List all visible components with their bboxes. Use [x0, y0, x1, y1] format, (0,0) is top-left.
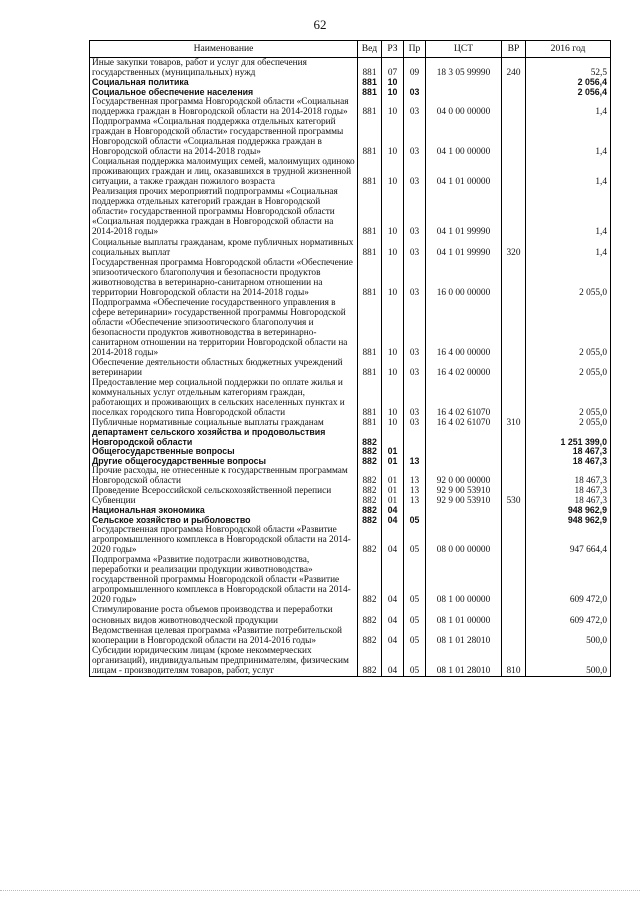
cell-amount: 1,4: [526, 157, 611, 187]
cell-pr: [404, 447, 426, 457]
cell-cst: 16 4 02 00000: [426, 358, 502, 378]
cell-name: Стимулирование роста объемов производства и переработки основных видов животноводческой продукции: [90, 605, 358, 625]
cell-name: Подпрограмма «Социальная поддержка отдельных категорий граждан в Новгородской области» государственной программы Новгородской области «Социальная поддержка граждан в Новгородской области на 2014-2018 годы»: [90, 117, 358, 157]
cell-rz: 10: [382, 78, 404, 88]
cell-pr: 03: [404, 97, 426, 117]
header-row: [90, 41, 611, 58]
cell-cst: 04 1 01 99990: [426, 187, 502, 237]
cell-ved: 882: [358, 626, 382, 646]
table-row: [90, 506, 611, 516]
cell-ved: 882: [358, 486, 382, 496]
cell-name: Субсидии юридическим лицам (кроме некоммерческих организаций), индивидуальным предпринимателям, физическим лицам - производителям товаров, работ, услуг: [90, 646, 358, 677]
cell-cst: 08 1 01 00000: [426, 605, 502, 625]
cell-pr: 03: [404, 378, 426, 418]
cell-rz: 04: [382, 646, 404, 677]
table-row: [90, 298, 611, 358]
page-number: 62: [313, 17, 327, 32]
cell-pr: [404, 506, 426, 516]
table-row: [90, 457, 611, 467]
cell-amount: 18 467,3: [526, 466, 611, 486]
cell-name: Общегосударственные вопросы: [90, 447, 358, 457]
cell-vr: [502, 378, 526, 418]
cell-rz: 04: [382, 506, 404, 516]
cell-cst: 04 1 01 00000: [426, 157, 502, 187]
table-row: [90, 486, 611, 496]
cell-ved: 882: [358, 506, 382, 516]
cell-pr: 03: [404, 418, 426, 428]
cell-vr: [502, 447, 526, 457]
cell-amount: 1,4: [526, 187, 611, 237]
cell-ved: 882: [358, 466, 382, 486]
col-header-pr: Пр: [404, 41, 426, 58]
cell-name: Иные закупки товаров, работ и услуг для обеспечения государственных (муниципальных) нужд: [90, 58, 358, 79]
table-row: [90, 78, 611, 88]
table-row: [90, 516, 611, 526]
cell-cst: 16 4 00 00000: [426, 298, 502, 358]
cell-pr: 03: [404, 298, 426, 358]
cell-ved: 881: [358, 418, 382, 428]
cell-vr: [502, 428, 526, 447]
table-row: [90, 525, 611, 555]
cell-amount: 18 467,3: [526, 457, 611, 467]
cell-name: Национальная экономика: [90, 506, 358, 516]
cell-rz: 10: [382, 378, 404, 418]
table-row: [90, 428, 611, 447]
cell-rz: [382, 428, 404, 447]
cell-name: Подпрограмма «Обеспечение государственного управления в сфере ветеринарии» государственной программы Новгородской области «Обеспечение эпизоотического благополучия и безопасности продуктов животноводства в ветеринарно-санитарном отношении на территории Новгородской области на 2014-2018 годы»: [90, 298, 358, 358]
cell-pr: 13: [404, 486, 426, 496]
cell-vr: [502, 486, 526, 496]
cell-name: Другие общегосударственные вопросы: [90, 457, 358, 467]
cell-cst: 08 1 01 28010: [426, 646, 502, 677]
cell-vr: [502, 88, 526, 98]
cell-pr: [404, 78, 426, 88]
cell-vr: [502, 187, 526, 237]
col-header-year: 2016 год: [526, 41, 611, 58]
cell-rz: 04: [382, 555, 404, 605]
cell-name: Проведение Всероссийской сельскохозяйственной переписи: [90, 486, 358, 496]
cell-amount: 1,4: [526, 97, 611, 117]
cell-name: Обеспечение деятельности областных бюджетных учреждений ветеринарии: [90, 358, 358, 378]
col-header-ved: Вед: [358, 41, 382, 58]
cell-ved: 882: [358, 496, 382, 506]
cell-pr: 05: [404, 626, 426, 646]
cell-vr: [502, 298, 526, 358]
cell-amount: 18 467,3: [526, 486, 611, 496]
cell-amount: 52,5: [526, 58, 611, 79]
cell-name: Государственная программа Новгородской области «Социальная поддержка граждан в Новгородской области на 2014-2018 годы»: [90, 97, 358, 117]
cell-cst: 08 1 01 28010: [426, 626, 502, 646]
cell-pr: 13: [404, 457, 426, 467]
cell-pr: 05: [404, 605, 426, 625]
cell-cst: 04 0 00 00000: [426, 97, 502, 117]
table-row: [90, 238, 611, 258]
cell-ved: 882: [358, 457, 382, 467]
cell-vr: [502, 466, 526, 486]
cell-ved: 881: [358, 238, 382, 258]
cell-cst: [426, 428, 502, 447]
cell-rz: 10: [382, 187, 404, 237]
table-row: [90, 555, 611, 605]
cell-ved: 881: [358, 157, 382, 187]
cell-vr: [502, 117, 526, 157]
cell-ved: 881: [358, 78, 382, 88]
cell-vr: 810: [502, 646, 526, 677]
cell-vr: [502, 605, 526, 625]
cell-rz: 10: [382, 88, 404, 98]
cell-rz: 01: [382, 447, 404, 457]
cell-vr: [502, 626, 526, 646]
col-header-vr: ВР: [502, 41, 526, 58]
cell-ved: 882: [358, 555, 382, 605]
cell-rz: 10: [382, 97, 404, 117]
cell-cst: 08 1 00 00000: [426, 555, 502, 605]
table-row: [90, 358, 611, 378]
cell-rz: 01: [382, 486, 404, 496]
cell-ved: 881: [358, 187, 382, 237]
cell-cst: [426, 78, 502, 88]
cell-amount: 948 962,9: [526, 516, 611, 526]
cell-pr: 03: [404, 258, 426, 298]
cell-rz: 10: [382, 358, 404, 378]
scan-edge-artifact: [0, 890, 640, 893]
cell-amount: 2 055,0: [526, 258, 611, 298]
cell-rz: 04: [382, 525, 404, 555]
cell-ved: 882: [358, 525, 382, 555]
cell-cst: 16 0 00 00000: [426, 258, 502, 298]
cell-pr: 09: [404, 58, 426, 79]
table-row: [90, 157, 611, 187]
table-row: [90, 378, 611, 418]
cell-rz: 10: [382, 238, 404, 258]
cell-cst: [426, 516, 502, 526]
cell-ved: 882: [358, 646, 382, 677]
cell-ved: 881: [358, 117, 382, 157]
cell-rz: 01: [382, 496, 404, 506]
cell-cst: 04 1 00 00000: [426, 117, 502, 157]
table-body: [90, 58, 611, 677]
cell-cst: 16 4 02 61070: [426, 418, 502, 428]
cell-rz: 10: [382, 418, 404, 428]
cell-amount: 2 055,0: [526, 358, 611, 378]
cell-rz: 04: [382, 516, 404, 526]
cell-cst: [426, 88, 502, 98]
cell-amount: 1 251 399,0: [526, 428, 611, 447]
cell-amount: 2 056,4: [526, 88, 611, 98]
table-row: [90, 58, 611, 79]
table-row: [90, 646, 611, 677]
cell-vr: [502, 78, 526, 88]
cell-ved: 881: [358, 258, 382, 298]
cell-cst: 04 1 01 99990: [426, 238, 502, 258]
cell-name: Прочие расходы, не отнесенные к государственным программам Новгородской области: [90, 466, 358, 486]
cell-amount: 948 962,9: [526, 506, 611, 516]
cell-pr: [404, 428, 426, 447]
cell-ved: 881: [358, 358, 382, 378]
cell-rz: 01: [382, 457, 404, 467]
cell-amount: 500,0: [526, 646, 611, 677]
cell-ved: 881: [358, 97, 382, 117]
cell-name: департамент сельского хозяйства и продовольствия Новгородской области: [90, 428, 358, 447]
table-row: [90, 496, 611, 506]
cell-vr: 310: [502, 418, 526, 428]
cell-pr: 05: [404, 516, 426, 526]
cell-name: Сельское хозяйство и рыболовство: [90, 516, 358, 526]
cell-vr: [502, 157, 526, 187]
cell-name: Государственная программа Новгородской области «Обеспечение эпизоотического благополучия и безопасности продуктов животноводства в ветеринарно-санитарном отношении на территории Новгородской области на 2014-2018 годы»: [90, 258, 358, 298]
cell-ved: 882: [358, 447, 382, 457]
cell-ved: 881: [358, 88, 382, 98]
cell-amount: 500,0: [526, 626, 611, 646]
cell-pr: 05: [404, 525, 426, 555]
cell-pr: 03: [404, 88, 426, 98]
cell-pr: 13: [404, 466, 426, 486]
table-row: [90, 88, 611, 98]
cell-cst: 08 0 00 00000: [426, 525, 502, 555]
col-header-rz: РЗ: [382, 41, 404, 58]
cell-ved: 881: [358, 378, 382, 418]
cell-vr: [502, 457, 526, 467]
cell-name: Предоставление мер социальной поддержки по оплате жилья и коммунальных услуг отдельным категориям граждан, работающих и проживающих в сельских населенных пунктах и поселках городского типа Новгородской области: [90, 378, 358, 418]
cell-amount: 2 056,4: [526, 78, 611, 88]
cell-cst: [426, 447, 502, 457]
cell-cst: 92 9 00 53910: [426, 486, 502, 496]
cell-pr: 05: [404, 555, 426, 605]
table-row: [90, 117, 611, 157]
cell-name: Реализация прочих мероприятий подпрограммы «Социальная поддержка отдельных категорий граждан в Новгородской области» государственной программы Новгородской области «Социальная поддержка граждан в Новгородской области на 2014-2018 годы»: [90, 187, 358, 237]
cell-rz: 10: [382, 117, 404, 157]
cell-name: Ведомственная целевая программа «Развитие потребительской кооперации в Новгородской области на 2014-2016 годы»: [90, 626, 358, 646]
table-row: [90, 258, 611, 298]
cell-rz: 07: [382, 58, 404, 79]
cell-amount: 947 664,4: [526, 525, 611, 555]
cell-vr: [502, 516, 526, 526]
cell-vr: [502, 258, 526, 298]
cell-rz: 10: [382, 258, 404, 298]
cell-vr: 530: [502, 496, 526, 506]
cell-name: Государственная программа Новгородской области «Развитие агропромышленного комплекса в Новгородской области на 2014-2020 годы»: [90, 525, 358, 555]
cell-name: Социальное обеспечение населения: [90, 88, 358, 98]
table-row: [90, 605, 611, 625]
cell-ved: 882: [358, 428, 382, 447]
col-header-cst: ЦСТ: [426, 41, 502, 58]
cell-pr: 03: [404, 117, 426, 157]
table-row: [90, 466, 611, 486]
cell-pr: 03: [404, 187, 426, 237]
cell-ved: 881: [358, 298, 382, 358]
cell-name: Социальная поддержка малоимущих семей, малоимущих одиноко проживающих граждан и лиц, оказавшихся в трудной жизненной ситуации, а также граждан пожилого возраста: [90, 157, 358, 187]
cell-ved: 881: [358, 58, 382, 79]
cell-cst: 18 3 05 99990: [426, 58, 502, 79]
cell-name: Субвенции: [90, 496, 358, 506]
cell-pr: 13: [404, 496, 426, 506]
table-row: [90, 97, 611, 117]
cell-vr: [502, 358, 526, 378]
table-row: [90, 187, 611, 237]
cell-vr: [502, 525, 526, 555]
cell-vr: [502, 97, 526, 117]
cell-amount: 18 467,3: [526, 496, 611, 506]
cell-vr: [502, 555, 526, 605]
table-row: [90, 447, 611, 457]
cell-vr: [502, 506, 526, 516]
cell-vr: 320: [502, 238, 526, 258]
cell-pr: 03: [404, 238, 426, 258]
table-row: [90, 418, 611, 428]
cell-ved: 882: [358, 605, 382, 625]
cell-name: Публичные нормативные социальные выплаты гражданам: [90, 418, 358, 428]
cell-amount: 1,4: [526, 117, 611, 157]
cell-amount: 1,4: [526, 238, 611, 258]
cell-cst: 92 0 00 00000: [426, 466, 502, 486]
table-header: [90, 41, 611, 58]
cell-amount: 609 472,0: [526, 605, 611, 625]
col-header-name: Наименование: [90, 41, 358, 58]
cell-cst: [426, 506, 502, 516]
cell-name: Социальные выплаты гражданам, кроме публичных нормативных социальных выплат: [90, 238, 358, 258]
cell-name: Социальная политика: [90, 78, 358, 88]
cell-amount: 2 055,0: [526, 378, 611, 418]
cell-pr: 05: [404, 646, 426, 677]
cell-pr: 03: [404, 157, 426, 187]
cell-rz: 10: [382, 298, 404, 358]
cell-rz: 04: [382, 605, 404, 625]
cell-name: Подпрограмма «Развитие подотрасли животноводства, переработки и реализации продукции животноводства» государственной программы Новгородской области «Развитие агропромышленного комплекса в Новгородской области на 2014-2020 годы»: [90, 555, 358, 605]
cell-cst: 16 4 02 61070: [426, 378, 502, 418]
cell-amount: 18 467,3: [526, 447, 611, 457]
cell-rz: 04: [382, 626, 404, 646]
cell-rz: 01: [382, 466, 404, 486]
cell-amount: 2 055,0: [526, 298, 611, 358]
table-row: [90, 626, 611, 646]
budget-table: [89, 40, 611, 677]
cell-cst: 92 9 00 53910: [426, 496, 502, 506]
cell-amount: 609 472,0: [526, 555, 611, 605]
cell-vr: 240: [502, 58, 526, 79]
cell-rz: 10: [382, 157, 404, 187]
cell-ved: 882: [358, 516, 382, 526]
cell-amount: 2 055,0: [526, 418, 611, 428]
cell-pr: 03: [404, 358, 426, 378]
cell-cst: [426, 457, 502, 467]
